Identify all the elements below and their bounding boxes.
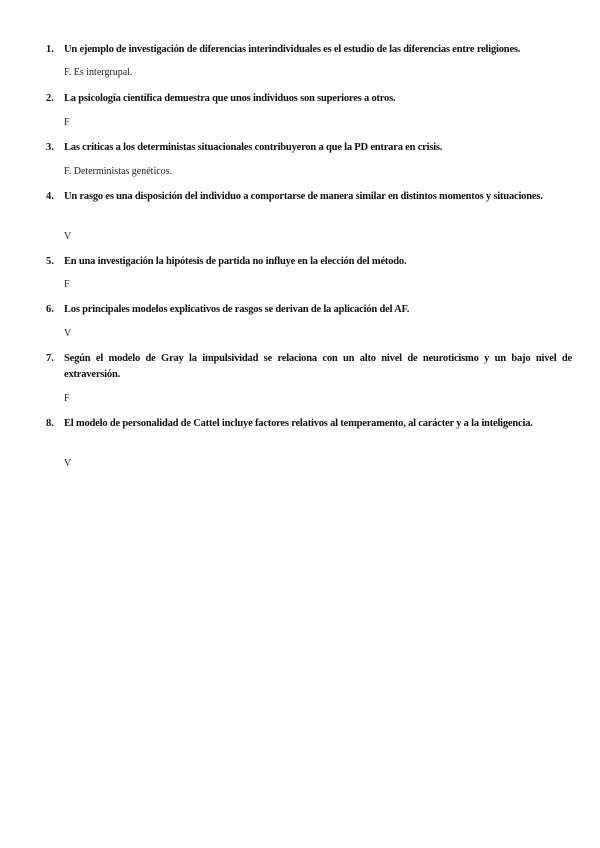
answer-text: F. Deterministas genéticos. xyxy=(64,166,173,177)
question-text: Un rasgo es una disposición del individuo a comportarse de manera similar en distintos momentos y situaciones. xyxy=(64,191,543,202)
answer-text: F xyxy=(64,117,70,128)
question-number: 2. xyxy=(46,93,54,104)
question-text: La psicología científica demuestra que unos individuos son superiores a otros. xyxy=(64,93,396,104)
question-number: 4. xyxy=(46,191,54,202)
question-number: 6. xyxy=(46,304,54,315)
question-text: El modelo de personalidad de Cattel incluye factores relativos al temperamento, al carácter y a la inteligencia. xyxy=(64,418,533,429)
question-number: 7. xyxy=(46,353,54,364)
answer-text: V xyxy=(64,231,72,242)
question-text: Las críticas a los deterministas situacionales contribuyeron a que la PD entrara en crisis. xyxy=(64,142,443,153)
answer-text: F. Es intergrupal. xyxy=(64,67,133,78)
answer-text: F xyxy=(64,279,70,290)
question-text: Según el modelo de Gray la impulsividad se relaciona con un alto nivel de neuroticismo y un bajo nivel de extraversión. xyxy=(64,353,572,380)
question-number: 3. xyxy=(46,142,54,153)
question-number: 1. xyxy=(46,44,54,55)
question-number: 5. xyxy=(46,256,54,267)
question-text: Los principales modelos explicativos de rasgos se derivan de la aplicación del AF. xyxy=(64,304,410,315)
question-text: En una investigación la hipótesis de partida no influye en la elección del método. xyxy=(64,256,407,267)
answer-text: V xyxy=(64,458,72,469)
answer-text: V xyxy=(64,328,72,339)
answer-text: F xyxy=(64,393,70,404)
question-text: Un ejemplo de investigación de diferencias interindividuales es el estudio de las diferencias entre religiones. xyxy=(64,44,521,55)
question-number: 8. xyxy=(46,418,54,429)
